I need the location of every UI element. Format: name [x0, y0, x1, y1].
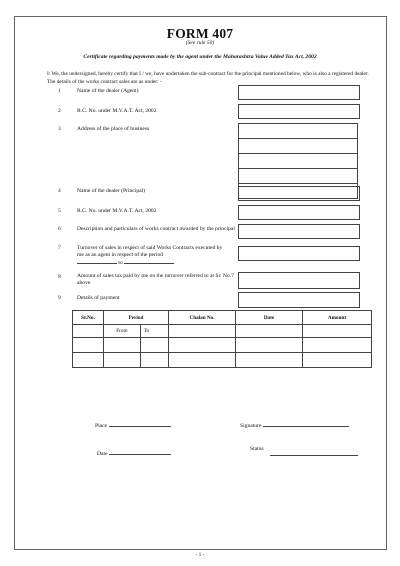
place-label: Place: [95, 423, 108, 429]
contract-description-field[interactable]: [238, 224, 360, 239]
item-number: 1: [58, 88, 61, 94]
table-row: [73, 353, 372, 368]
table-cell[interactable]: [73, 338, 104, 353]
item-number: 2: [58, 108, 61, 114]
agent-rc-no-field[interactable]: [238, 104, 360, 119]
item-number: 6: [58, 226, 61, 232]
table-cell[interactable]: [73, 353, 104, 368]
turnover-field[interactable]: [238, 246, 360, 261]
table-cell[interactable]: [303, 338, 372, 353]
table-cell[interactable]: [73, 325, 104, 338]
item-label-contract-description: Description and particulars of works contract awarded by the principal: [77, 226, 235, 232]
item-number: 9: [58, 295, 61, 301]
subheader-to: To: [140, 325, 168, 338]
item-number: 7: [58, 245, 61, 251]
subheader-from: From: [104, 325, 141, 338]
table-cell[interactable]: [104, 338, 141, 353]
table-cell[interactable]: [104, 353, 141, 368]
item-label-turnover: Turnover of sales in respect of said Works Contracts executed by me as an agent in respect of the period: [77, 245, 223, 258]
address-line[interactable]: [238, 139, 358, 154]
table-cell[interactable]: [303, 325, 372, 338]
rule-reference: (See rule 50): [185, 40, 215, 46]
status-field[interactable]: [270, 455, 358, 456]
header-amount: Amount: [303, 311, 372, 325]
table-cell[interactable]: [236, 325, 303, 338]
status-row: [270, 452, 358, 458]
date-row: [97, 451, 171, 457]
principal-rc-no-field[interactable]: [238, 205, 360, 220]
item-number: 4: [58, 188, 61, 194]
table-cell[interactable]: [169, 325, 236, 338]
place-row: [95, 423, 171, 429]
page-number: - 1 -: [195, 553, 205, 558]
header-period: Period: [104, 311, 169, 325]
date-field[interactable]: [109, 454, 171, 455]
item-number: 5: [58, 208, 61, 214]
table-cell[interactable]: [169, 353, 236, 368]
item-label-agent-rc-no: R.C. No. under M.V.A.T. Act, 2002: [77, 108, 157, 114]
table-cell[interactable]: [140, 338, 168, 353]
table-cell[interactable]: [236, 338, 303, 353]
table-cell[interactable]: [140, 353, 168, 368]
place-field[interactable]: [109, 426, 171, 427]
agent-name-field[interactable]: [238, 85, 360, 100]
form-subtitle: Certificate regarding payments made by the agent under the Maharashtra Value Added Tax Act, 2002: [83, 54, 317, 60]
period-range: [77, 260, 174, 267]
period-to-label: to: [118, 260, 123, 266]
period-from-field[interactable]: [77, 263, 117, 264]
signature-label: Signature: [240, 423, 262, 429]
header-chalan-no: Chalan No.: [169, 311, 236, 325]
status-label: Status: [250, 446, 264, 452]
item-number: 8: [58, 274, 61, 280]
table-row: [73, 338, 372, 353]
table-cell[interactable]: [303, 353, 372, 368]
table-cell[interactable]: [236, 353, 303, 368]
header-sr-no: Sr.No.: [73, 311, 104, 325]
address-line[interactable]: [238, 123, 358, 139]
payment-table: [72, 310, 372, 368]
table-cell[interactable]: [169, 338, 236, 353]
address-line[interactable]: [238, 154, 358, 169]
signature-row: [240, 423, 349, 429]
form-title: FORM 407: [166, 26, 234, 41]
intro-paragraph: I/ We, the undersigned, hereby certify that I / we, have undertaken the sub-contract for the principal mentioned below, who is also a registered dealer. The details of the works contract sales are as under: -: [47, 71, 369, 85]
item-label-address: Address of the place of business: [77, 126, 150, 132]
payment-details-field[interactable]: [238, 292, 360, 308]
date-label: Date: [97, 451, 108, 457]
address-line[interactable]: [238, 169, 358, 184]
item-label-principal-rc-no: R.C. No. under M.V.A.T. Act, 2002: [77, 208, 157, 214]
period-to-field[interactable]: [124, 263, 174, 264]
item-label-tax-paid: Amount of sales tax paid by me on the turnover referred to at Sr. No.7 above: [77, 273, 234, 286]
principal-name-field[interactable]: [238, 186, 360, 201]
header-date: Date: [236, 311, 303, 325]
item-label-agent-name: Name of the dealer (Agent): [77, 88, 139, 94]
item-number: 3: [58, 126, 61, 132]
tax-paid-field[interactable]: [238, 272, 360, 289]
signature-field[interactable]: [263, 426, 349, 427]
item-label-payment-details: Details of payment: [77, 295, 120, 301]
item-label-principal-name: Name of the dealer (Principal): [77, 188, 146, 194]
